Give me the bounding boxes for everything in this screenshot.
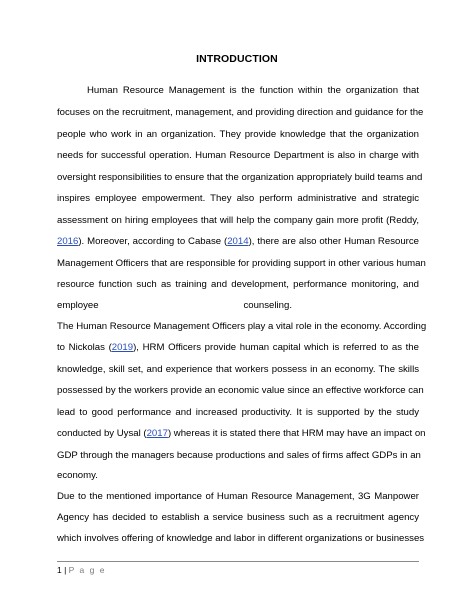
paragraph-2-line-5: lead to good performance and increased productivity. It is supported by the study	[57, 407, 419, 418]
footer-separator: |	[61, 565, 69, 575]
paragraph-2-line-2	[57, 342, 419, 354]
citation-link-nickolas[interactable]: 2019	[111, 342, 134, 353]
citation-text: to Nickolas (	[57, 342, 112, 353]
page-title: INTRODUCTION	[196, 53, 278, 65]
page-label: P a g e	[68, 565, 106, 575]
paragraph-1-line-6: inspires employee empowerment. They also perform administrative and strategic	[57, 193, 419, 204]
citation-link-reddy[interactable]: 2016	[57, 236, 79, 247]
paragraph-3-line-1: Due to the mentioned importance of Human Resource Management, 3G Manpower	[57, 491, 419, 502]
paragraph-1-line-7: assessment on hiring employees that will help the company gain more profit (Reddy,	[57, 215, 419, 226]
paragraph-3-line-2: Agency has decided to establish a service business such as a recruitment agency	[57, 512, 419, 523]
citation-text: ), HRM Officers provide human capital which is referred to as the	[133, 342, 419, 353]
citation-text: ), there are also other Human Resource	[248, 236, 419, 247]
paragraph-1-line-1: Human Resource Management is the function within the organization that	[87, 85, 419, 96]
word-counseling: counseling.	[243, 300, 292, 311]
paragraph-2-line-1: The Human Resource Management Officers play a vital role in the economy. According	[57, 321, 427, 332]
paragraph-1-line-2: focuses on the recruitment, management, and providing direction and guidance for the	[57, 107, 424, 118]
paragraph-1-line-11	[57, 300, 419, 312]
paragraph-1-line-10: resource function such as training and development, performance monitoring, and	[57, 279, 419, 290]
paragraph-2-line-7: GDP through the managers because productions and sales of firms affect GDPs in an	[57, 450, 421, 461]
paragraph-2-line-6	[57, 428, 426, 440]
paragraph-1-line-8	[57, 236, 419, 248]
word-employee: employee	[57, 300, 99, 311]
paragraph-1-line-3: people who work in an organization. They provide knowledge that the organization	[57, 129, 419, 140]
paragraph-3-line-3: which involves offering of knowledge and labor in different organizations or businesses	[57, 533, 425, 544]
citation-text: conducted by Uysal (	[57, 428, 147, 439]
paragraph-2-line-4: possessed by the workers provide an economic value since an effective workforce can	[57, 385, 424, 396]
page-number: 1	[57, 565, 62, 575]
footer-divider	[57, 561, 419, 562]
paragraph-2-line-8: economy.	[57, 470, 98, 481]
paragraph-2-line-3: knowledge, skill set, and experience that workers possess in an economy. The skills	[57, 364, 419, 375]
citation-text: ) whereas it is stated there that HRM may have an impact on	[167, 428, 426, 439]
citation-link-cabase[interactable]: 2014	[227, 236, 249, 247]
citation-text: ). Moreover, according to Cabase (	[78, 236, 228, 247]
paragraph-1-line-4: needs for successful operation. Human Resource Department is also in charge with	[57, 150, 419, 161]
citation-link-uysal[interactable]: 2017	[146, 428, 168, 439]
paragraph-1-line-9: Management Officers that are responsible for providing support in other various human	[57, 258, 426, 269]
paragraph-1-line-5: oversight responsibilities to ensure that the organization appropriately build teams and	[57, 172, 423, 183]
page-footer	[57, 565, 106, 576]
